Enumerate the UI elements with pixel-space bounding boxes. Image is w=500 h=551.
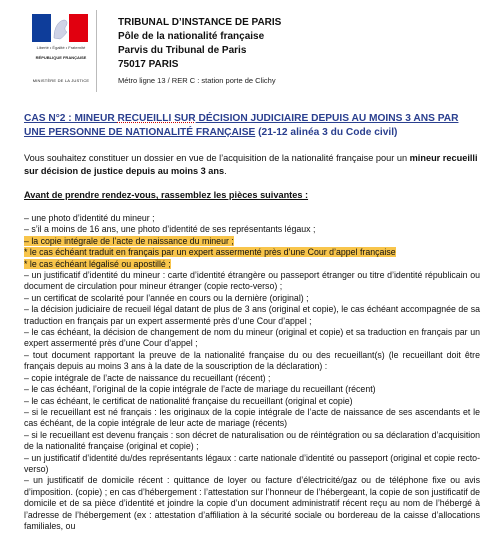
tribunal-address — [118, 16, 281, 72]
documents-heading: Avant de prendre rendez-vous, rassemblez les pièces suivantes : — [24, 190, 309, 200]
intro-text: Vous souhaitez constituer un dossier en vue de l’acquisition de la nationalité française pour un — [24, 153, 410, 163]
list-item: – un justificatif de domicile récent : quittance de loyer ou facture d’électricité/gaz ou de téléphone fixe ou avis d’imposition. (copie) ; en cas d’hébergement : l’attestation sur l’honneur de l’hébergeant, la copie de son justificatif de domicile et de sa pièce d’identité et joindre la copie d’un document administratif récent reçu au nom de l’hébergé à l’adresse de l’hébergement (ex : attestation d’affiliation à la sécurité sociale ou bordereau de la caisse d’allocations familiales, ou — [24, 475, 480, 531]
list-item: – copie intégrale de l’acte de naissance du recueillant (récent) ; — [24, 372, 271, 383]
list-item: – si le recueillant est né français : les originaux de la copie intégrale de l’acte de naissance de ses ascendants et le cas échéant, de la copie intégrale de leur acte de mariage (récents) — [24, 406, 480, 429]
list-item: – le cas échéant, la décision de changement de nom du mineur (original et copie) et sa traduction en français par un expert assermenté près d’une Cour d’appel ; — [24, 327, 480, 349]
list-item-highlighted — [24, 259, 480, 270]
marianne-flag-icon — [32, 14, 88, 42]
list-item: – tout document rapportant la preuve de la nationalité française du ou des recueillant(s) (le recueillant doit être français depuis au moins 3 ans à la date de la souscription de la déclaration) : — [24, 349, 480, 372]
highlight: – la copie intégrale de l’acte de naissance du mineur ; — [24, 235, 234, 246]
ministry-logo — [24, 10, 97, 92]
list-item: – une photo d’identité du mineur ; — [24, 213, 155, 223]
list-item: – si le recueillant est devenu français : son décret de naturalisation ou de réintégration ou sa déclaration d’acquisition de la nationalité française (original et copie) ; — [24, 429, 480, 452]
address-line: Parvis du Tribunal de Paris — [118, 45, 247, 56]
list-item: – le cas échéant, le certificat de nationalité française du recueillant (original et copie) — [24, 395, 353, 406]
list-item-highlighted — [24, 247, 480, 258]
list-item: – un certificat de scolarité pour l’année en cours ou la dernière (original) ; — [24, 292, 309, 303]
case-title-rest: DÉCISION JUDICIAIRE DEPUIS AU MOINS 3 ANS PAR UNE PERSONNE DE NATIONALITÉ FRANÇAISE — [24, 113, 459, 138]
intro-paragraph — [24, 152, 480, 178]
metro-info: Métro ligne 13 / RER C : station porte de Clichy — [118, 76, 276, 85]
address-line: TRIBUNAL D’INSTANCE DE PARIS — [118, 17, 282, 28]
highlight: * le cas échéant traduit en français par un expert assermenté près d’une Cour d’appel française — [24, 247, 396, 258]
list-item-highlighted — [24, 236, 480, 247]
address-line: Pôle de la nationalité française — [118, 31, 265, 42]
case-title-recueilli: RECUEILLI SUR — [117, 113, 196, 124]
case-title-lead: CAS N°2 : MINEUR — [24, 113, 118, 124]
intro-bold: mineur recueilli sur décision de justice depuis au moins 3 ans — [24, 153, 478, 176]
logo-ministry: MINISTÈRE DE LA JUSTICE — [32, 78, 90, 83]
documents-list — [24, 213, 480, 532]
list-item: – la décision judiciaire de recueil légal datant de plus de 3 ans (original et copie), le cas échéant accompagnée de sa traduction en français par un expert assermenté près d’une Cour d’appel ; — [24, 304, 480, 326]
case-title-article: (21-12 alinéa 3 du Code civil) — [255, 127, 398, 138]
list-item: – s’il a moins de 16 ans, une photo d’identité de ses représentants légaux ; — [24, 224, 316, 235]
case-title — [24, 112, 480, 140]
logo-motto: Liberté • Égalité • Fraternité — [36, 45, 86, 50]
address-line: 75017 PARIS — [118, 59, 179, 70]
intro-text-end: . — [224, 166, 227, 176]
list-item: – le cas échéant, l’original de la copie intégrale de l’acte de mariage du recueillant (récent) — [24, 384, 376, 395]
highlight: * le cas échéant légalisé ou apostillé ; — [24, 258, 171, 269]
logo-republic: RÉPUBLIQUE FRANÇAISE — [35, 55, 87, 60]
list-item: – un justificatif d’identité du/des représentants légaux : carte nationale d’identité ou passeport (original et copie recto-verso) — [24, 452, 480, 474]
list-item: – un justificatif d’identité du mineur : carte d’identité étrangère ou passeport étranger ou titre d’identité républicain ou document de circulation pour mineur étranger (copie recto-verso) ; — [24, 270, 480, 292]
